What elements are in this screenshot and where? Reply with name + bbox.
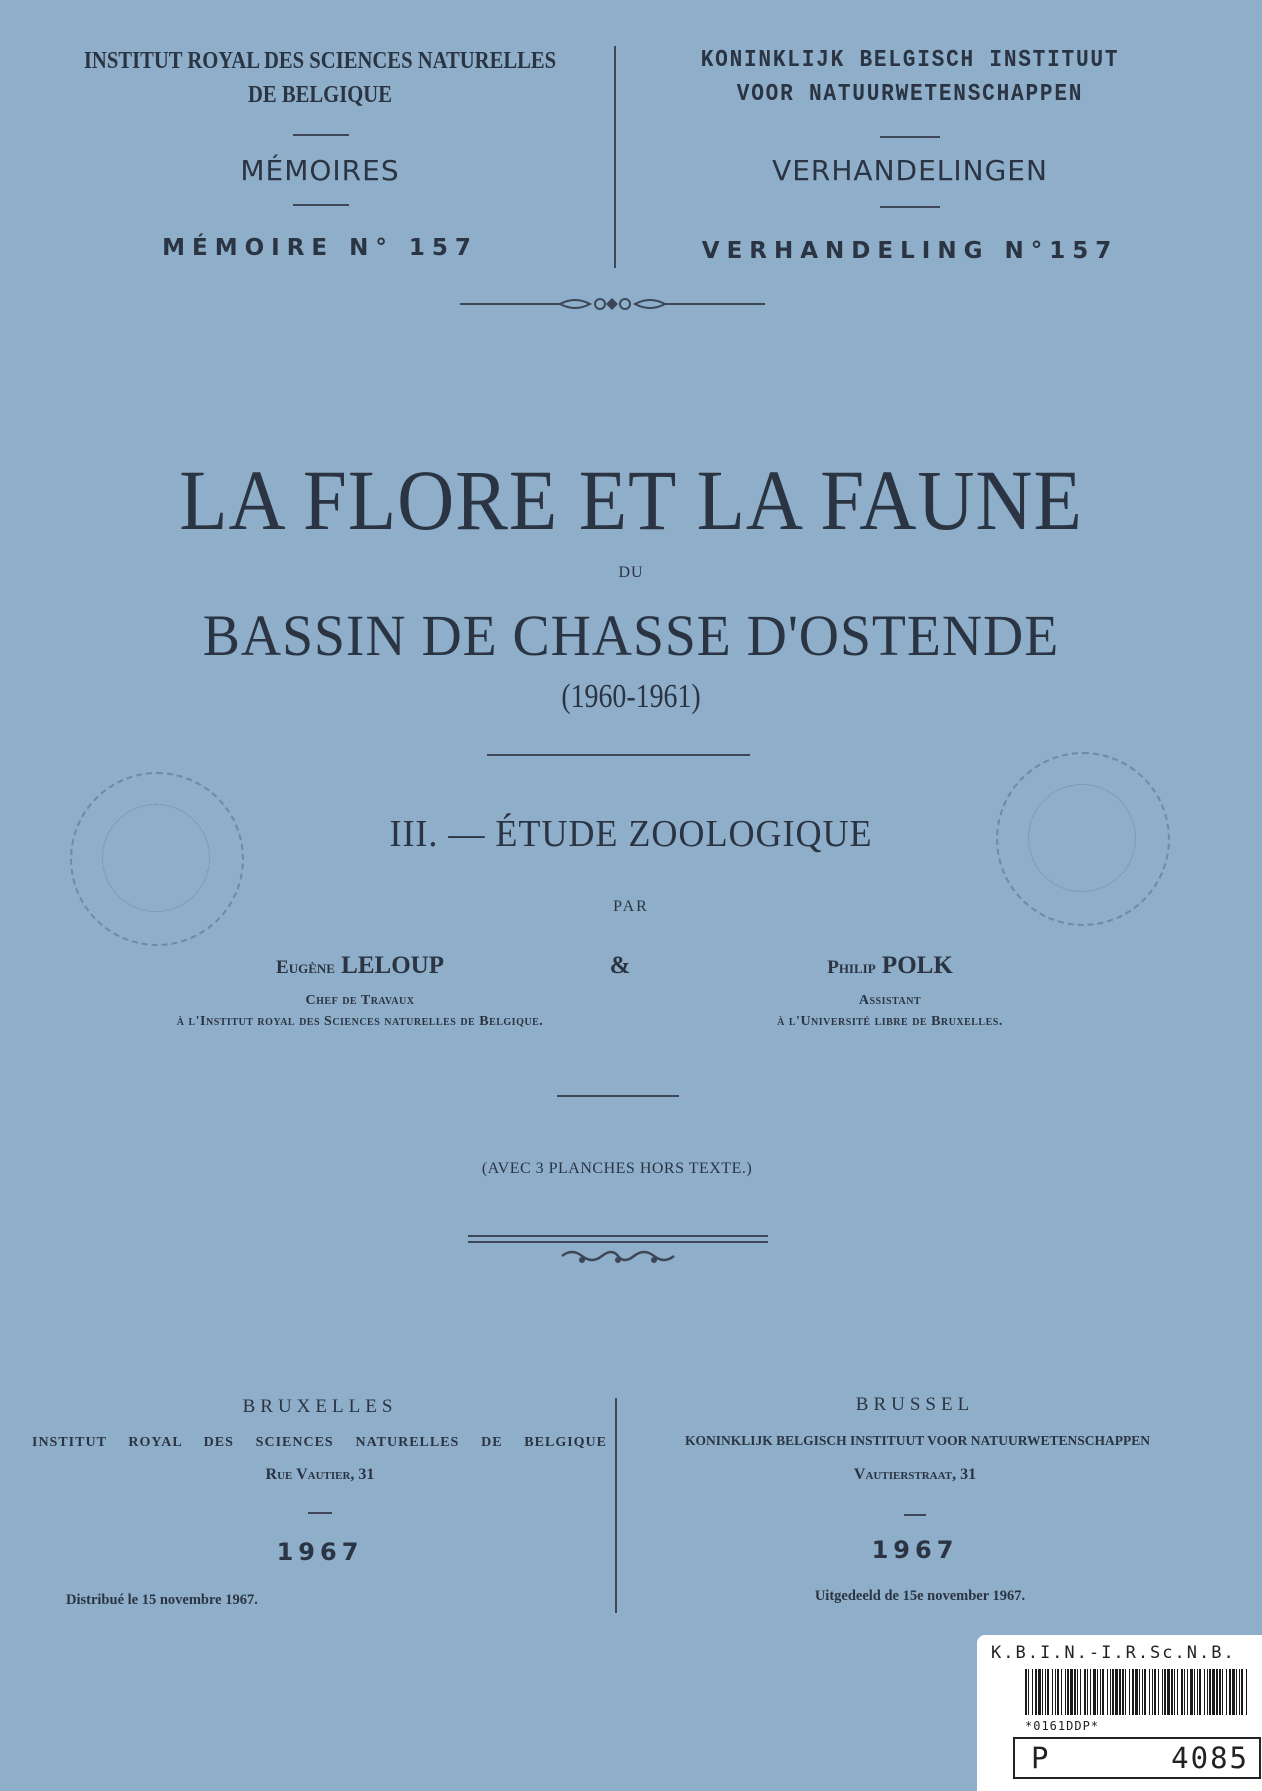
author-2-last-name: POLK [881,952,953,979]
library-stamp-left [70,772,244,946]
imprint-publisher-fr: INSTITUT ROYAL DES SCIENCES NATURELLES DE BELGIQUE [32,1435,607,1450]
institute-name-nl-line1: KONINKLIJK BELGISCH INSTITUUT [700,47,1120,74]
imprint-city-nl: BRUSSEL [855,1394,975,1415]
author-1-role-line1: Chef de Travaux [305,993,415,1008]
title-line-1: LA FLORE ET LA FAUNE [179,452,1083,548]
imprint-distribution-nl: Uitgedeeld de 15e november 1967. [814,1588,1026,1604]
author-1-first-name: Eugène [276,957,335,978]
title-line-2: BASSIN DE CHASSE D'OSTENDE [202,603,1060,668]
library-label-barcode-text: *0161DDP* [1025,1719,1100,1733]
imprint-address-nl: Vautierstraat, 31 [853,1466,977,1483]
ornament-divider-bottom [468,1234,768,1270]
author-1-role-line2: à l'Institut royal des Sciences naturelles de Belgique. [176,1014,544,1029]
imprint-rule-nl [904,1514,926,1516]
institute-name-fr-line1: INSTITUT ROYAL DES SCIENCES NATURELLES [83,48,557,74]
authors-rule [557,1095,679,1097]
imprint-divider [615,1398,617,1613]
imprint-rule-fr [308,1512,332,1514]
author-1-name [200,952,520,980]
imprint-city-fr: BRUXELLES [242,1396,398,1417]
title-years: (1960-1961) [561,678,701,715]
series-name-nl: VERHANDELINGEN [772,154,1048,187]
ornament-divider-top [460,292,765,316]
header-rule-left-1 [293,134,349,136]
header-rule-right-1 [880,136,940,138]
subtitle: III. — ÉTUDE ZOOLOGIQUE [389,813,873,855]
title-connector: DU [618,564,644,581]
author-1-last-name: LELOUP [341,952,444,979]
library-label-org: K.B.I.N.-I.R.Sc.N.B. [991,1643,1236,1663]
imprint-publisher-nl: KONINKLIJK BELGISCH INSTITUUT VOOR NATUURWETENSCHAPPEN [684,1433,1151,1448]
imprint-address-fr: Rue Vautier, 31 [265,1466,375,1483]
imprint-year-fr: 1967 [276,1538,364,1566]
barcode-icon [1025,1669,1247,1715]
header-rule-left-2 [293,204,349,206]
institute-name-nl-line2: VOOR NATUURWETENSCHAPPEN [736,81,1084,108]
memoir-number-fr: MÉMOIRE N° 157 [162,235,478,261]
imprint-distribution-fr: Distribué le 15 novembre 1967. [66,1592,258,1608]
author-2-role-line2: à l'Université libre de Bruxelles. [777,1014,1003,1029]
imprint-year-nl: 1967 [871,1536,959,1564]
header-rule-right-2 [880,206,940,208]
plates-note: (AVEC 3 PLANCHES HORS TEXTE.) [481,1160,753,1177]
series-name-fr: MÉMOIRES [240,154,400,187]
title-rule [487,754,750,756]
memoir-number-nl: VERHANDELING N°157 [701,238,1119,264]
author-2-name [730,952,1050,980]
institute-name-fr-line2: DE BELGIQUE [248,82,392,108]
header-divider [614,46,616,268]
library-label [977,1635,1262,1791]
library-label-shelf-number: 4085 [1171,1741,1249,1775]
ampersand: & [609,952,631,979]
by-label: PAR [613,898,649,915]
library-label-shelfmark [1013,1737,1261,1779]
author-2-role-line1: Assistant [858,993,922,1008]
library-label-shelf-prefix: P [1031,1741,1051,1775]
author-2-first-name: Philip [827,957,876,978]
